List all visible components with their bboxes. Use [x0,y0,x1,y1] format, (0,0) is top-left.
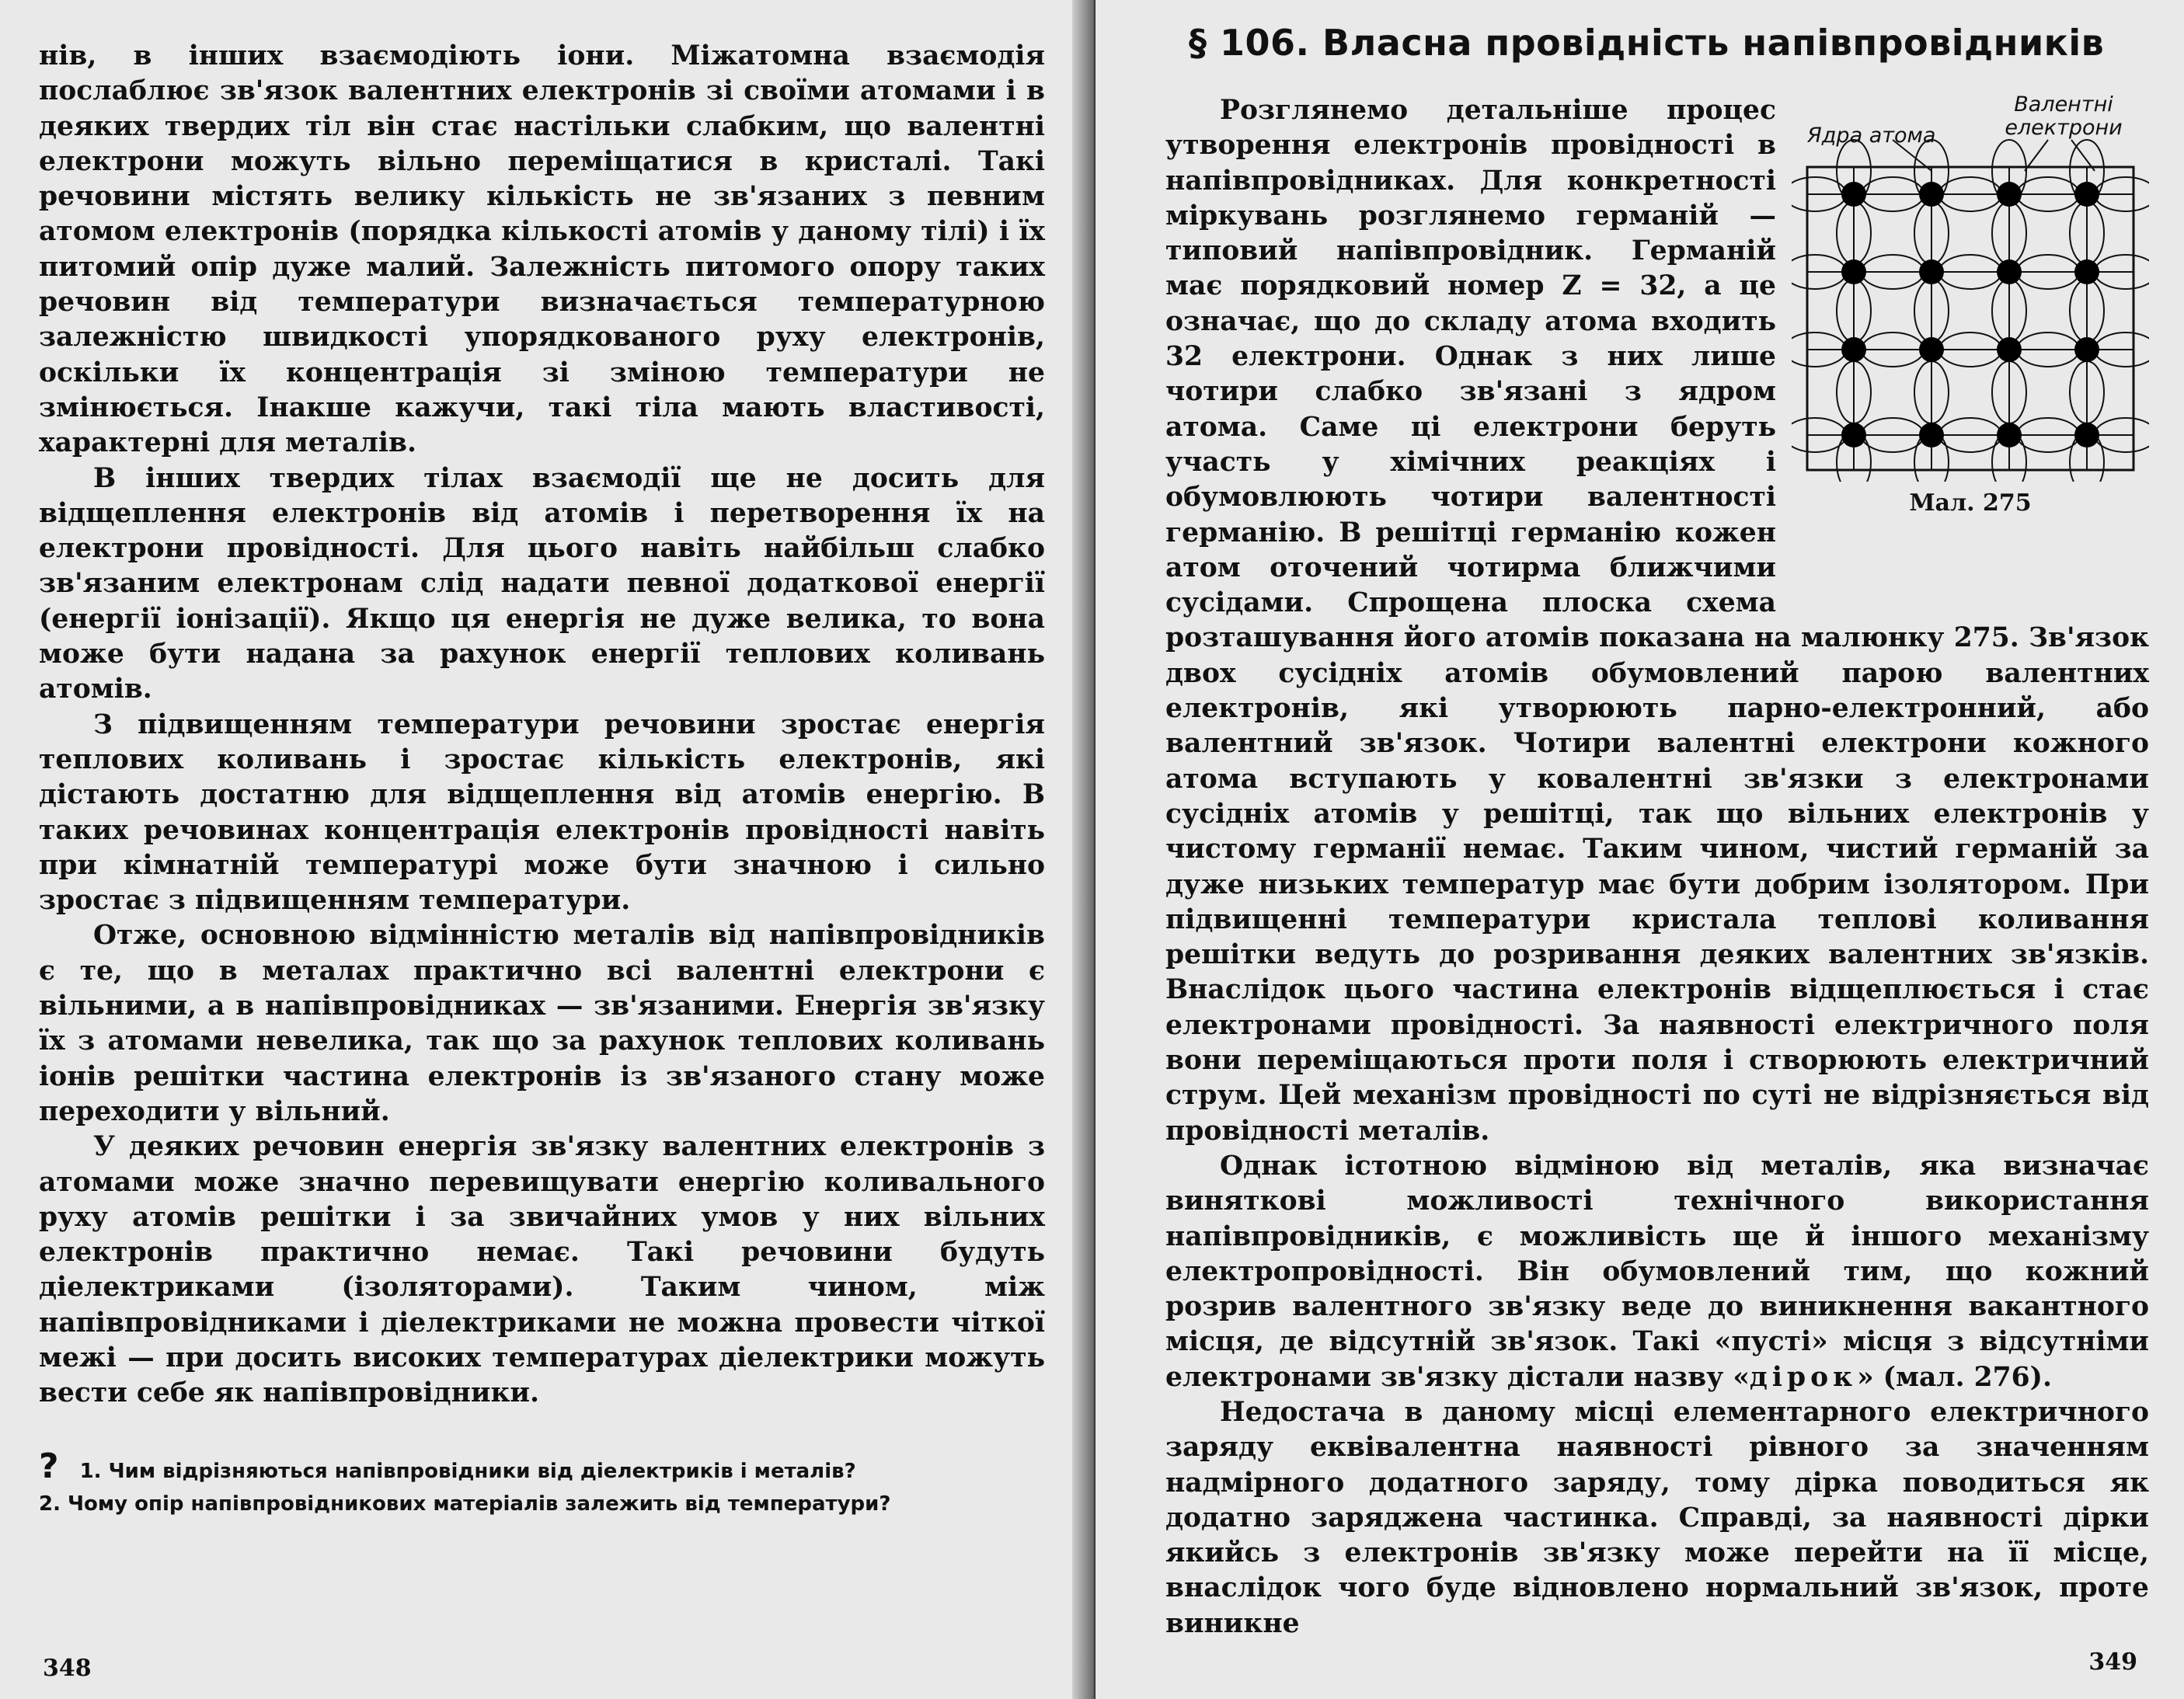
right-paragraph-3: Недостача в даному місці елементарного електричного заряду еквівалентна наявності рівного за значенням надмірного додатного заряду, тому дірка поводиться як додатно заряджена частинка. Справді, за наявності дірки якийсь з електронів зв'язку може перейти на її місце, внаслідок чого буде відновлено нормальний зв'язок, проте виникне [1165,1396,2149,1639]
right-paragraph-1: Розглянемо детальніше процес утворення електронів провідності в напівпровідниках. Для конкретності міркувань розглянемо германій — типовий напівпровідник. Германій має порядковий номер Z = 32, а це означає, що до складу атома входить 32 електрони. Однак з них лише чотири слабко зв'язані з ядром атома. Саме ці електрони беруть участь у хімічних реакціях і обумовлюють чотири валентності германію. В решітці германію кожен атом оточений чотирма ближчими сусідами. Спрощена плоска схема розташування його атомів показана на малюнку 275. Зв'язок двох сусідніх атомів обумовлений парою валентних електронів, які утворюють парно-електронний, або валентний зв'язок. Чотири валентні електрони кожного атома вступають у ковалентні зв'язки з електронами сусідніх атомів у решітці, так що вільних електронів у чистому германії немає. Таким чином, чистий германій за дуже низьких температур має бути добрим ізолятором. При підвищенні температури кристала теплові коливання решітки ведуть до розривання деяких валентних зв'язків. Внаслідок цього частина електронів відщеплюється і стає електронами провідності. За наявності електричного поля вони переміщаються проти поля і створюють електричний струм. Цей механізм провідності по суті не відрізняється від провідності металів. [1165,95,2149,1147]
left-paragraph-3: З підвищенням температури речовини зростає енергія теплових коливань і зростає кількість електронів, які дістають достатню для відщеплення від атомів енергію. В таких речовинах концентрація електронів провідності навіть при кімнатній температурі може бути значною і сильно зростає з підвищенням температури. [39,708,1045,917]
section-title: § 106. Власна провідність напівпровідників [1189,22,2105,64]
atom-nucleus [1841,423,1866,447]
atom-nucleus [1997,423,2022,447]
question-mark-icon: ? [39,1446,59,1486]
atom-nucleus [1997,182,2022,207]
question-1: 1. Чим відрізняються напівпровідники від діелектриків і металів? [79,1459,856,1483]
atom-nucleus [1841,259,1866,284]
crystal-lattice-diagram [1792,93,2149,482]
atom-nucleus [1919,423,1944,447]
atom-nucleus [1997,337,2022,362]
figure-label-nuclei: Ядра атома [1807,124,1936,148]
left-page-number: 348 [43,1655,92,1682]
figure-caption: Мал. 275 [1909,489,2032,517]
right-page-number: 349 [2088,1649,2137,1676]
atom-nucleus [1841,337,1866,362]
review-questions [39,1446,1045,1520]
figure-275 [1792,93,2149,598]
left-paragraph-1: нів, в інших взаємодіють іони. Міжатомна взаємодія послаблює зв'язок валентних електронів зі своїми атомами і в деяких твердих тіл він стає настільки слабким, що валентні електрони можуть вільно переміщатися в кристалі. Такі речовини містять велику кількість не зв'язаних з певним атомом електронів (порядка кількості атомів у даному тілі) і їх питомий опір дуже малий. Залежність питомого опору таких речовин від температури визначається температурною залежністю швидкості упорядкованого руху електронів, оскільки їх концентрація зі зміною температури не змінюється. Інакше кажучи, такі тіла мають властивості, характерні для металів. [39,40,1045,459]
right-page [1095,0,2184,1699]
question-2: 2. Чому опір напівпровідникових матеріалів залежить від температури? [39,1492,891,1516]
term-holes: дірок [1749,1361,1858,1393]
left-paragraph-2: В інших твердих тілах взаємодії ще не досить для відщеплення електронів від атомів і перетворення їх на електрони провідності. Для цього навіть найбільш слабко зв'язаним електронам слід надати певної додаткової енергії (енергії іонізації). Якщо ця енергія не дуже велика, то вона може бути надана за рахунок енергії теплових коливань атомів. [39,462,1045,705]
atom-nucleus [1919,182,1944,207]
atom-nucleus [2074,337,2099,362]
right-paragraph-2-end: » (мал. 276). [1857,1361,2052,1393]
atom-nucleus [2074,259,2099,284]
left-paragraph-5: У деяких речовин енергія зв'язку валентних електронів з атомами може значно перевищувати енергію коливального руху атомів решітки і за звичайних умов у них вільних електронів практично немає. Такі речовини будуть діелектриками (ізоляторами). Таким чином, між напівпровідниками і діелектриками не можна провести чіткої межі — при досить високих температурах діелектрики можуть вести себе як напівпровідники. [39,1131,1045,1409]
atom-nucleus [1841,182,1866,207]
atom-nucleus [2074,423,2099,447]
right-paragraph-2 [1165,1149,2149,1395]
left-paragraph-4: Отже, основною відмінністю металів від напівпровідників є те, що в металах практично всі валентні електрони є вільними, а в напівпровідниках — зв'язаними. Енергія зв'язку їх з атомами невелика, так що за рахунок теплових коливань іонів решітки частина електронів із зв'язаного стану може переходити у вільний. [39,920,1045,1127]
left-page [0,0,1088,1699]
figure-label-valence: Валентні електрони [2005,92,2123,140]
atom-nucleus [1919,337,1944,362]
right-paragraph-2-start: Однак істотною відміною від металів, яка визначає виняткові можливості технічного використання напівпровідників, є можливість ще й іншого механізму електропровідності. Він обумовлений тим, що кожний розрив валентного зв'язку веде до виникнення вакантного місця, де відсутній зв'язок. Такі «пусті» місця з відсутніми електронами зв'язку дістали назву « [1165,1150,2149,1393]
atom-nucleus [1997,259,2022,284]
atom-nucleus [1919,259,1944,284]
atom-nucleus [2074,182,2099,207]
